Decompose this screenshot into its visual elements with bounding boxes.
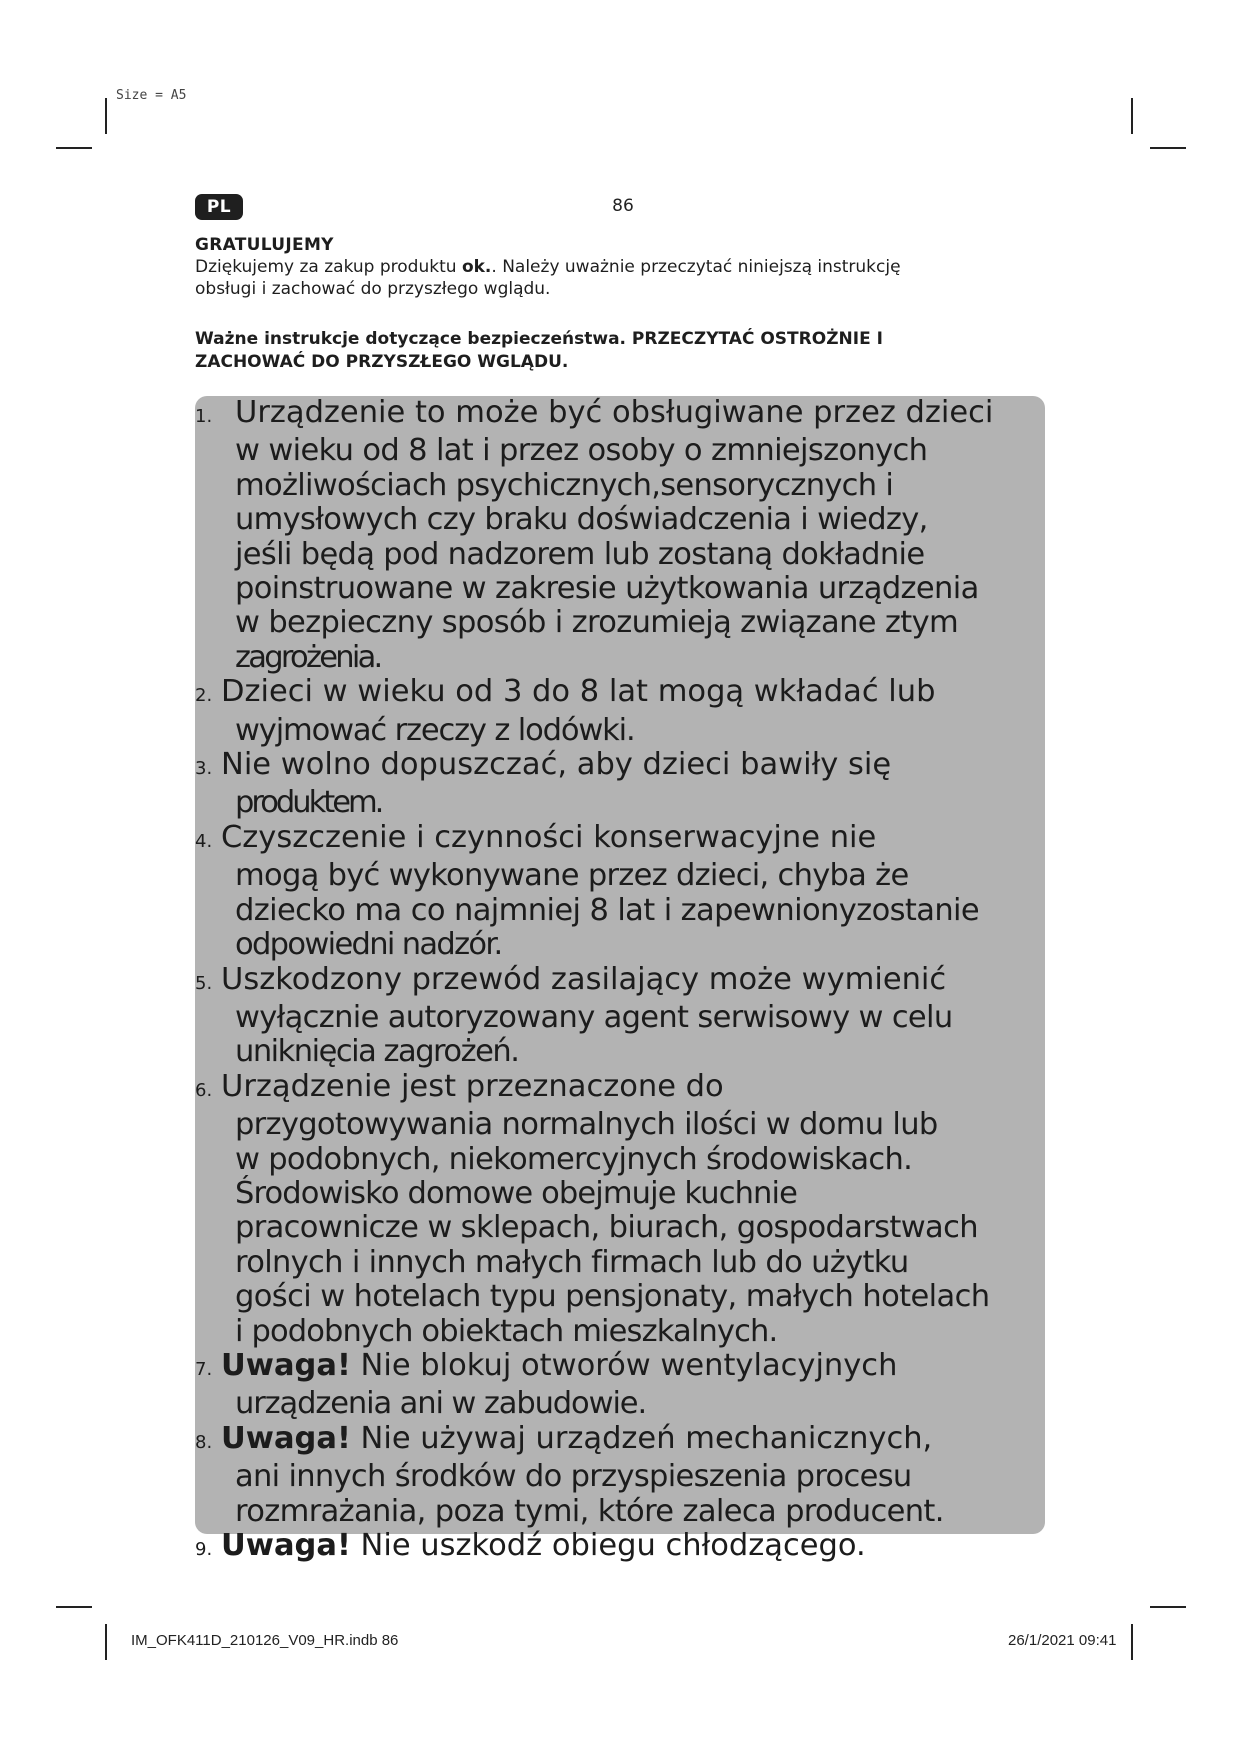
safety-item-first-line xyxy=(195,1348,897,1383)
safety-heading-line: ZACHOWAĆ DO PRZYSZŁEGO WGLĄDU. xyxy=(195,352,569,372)
safety-item-number: 9. xyxy=(195,1539,213,1560)
safety-item-first-line xyxy=(195,674,935,709)
safety-item xyxy=(195,396,1075,675)
safety-item-text: wyjmować rzeczy z lodówki. xyxy=(235,712,635,748)
intro-text: . Należy uważnie przeczytać niniejszą instrukcję xyxy=(491,257,901,277)
safety-item-text: produktem. xyxy=(235,785,382,821)
warning-label: Uwaga! xyxy=(221,1528,351,1563)
safety-item-text: wyłącznie autoryzowany agent serwisowy w celu xyxy=(235,999,953,1035)
safety-item-text: Nie wolno dopuszczać, aby dzieci bawiły się xyxy=(221,747,892,783)
safety-item-text: gości w hotelach typu pensjonaty, małych hotelach xyxy=(235,1279,990,1315)
safety-item-text: Urządzenie to może być obsługiwane przez dzieci xyxy=(235,395,994,430)
crop-mark xyxy=(1150,147,1186,149)
safety-item-text: Urządzenie jest przeznaczone do xyxy=(221,1068,724,1104)
safety-item-number: 4. xyxy=(195,830,213,852)
safety-item-number: 2. xyxy=(195,685,213,707)
safety-heading-line: Ważne instrukcje dotyczące bezpieczeństwa. PRZECZYTAĆ OSTROŻNIE I xyxy=(195,329,883,349)
safety-item-number: 3. xyxy=(195,758,213,780)
safety-item-text: Czyszczenie i czynności konserwacyjne nie xyxy=(221,819,877,855)
safety-item-text: odpowiedni nadzór. xyxy=(235,927,502,963)
safety-item-text: w bezpieczny sposób i zrozumieją związane ztym xyxy=(235,605,959,641)
warning-label: Uwaga! xyxy=(221,1347,351,1383)
footer-date-time: 26/1/2021 09:41 xyxy=(1008,1632,1117,1649)
safety-item-text: dziecko ma co najmniej 8 lat i zapewnionyzostanie xyxy=(235,892,980,928)
safety-item-text: Nie blokuj otworów wentylacyjnych xyxy=(350,1347,898,1383)
safety-item xyxy=(195,1422,1075,1529)
safety-item-text: Nie używaj urządzeń mechanicznych, xyxy=(350,1420,933,1456)
intro-line-1 xyxy=(195,256,1055,278)
safety-item-text: Dzieci w wieku od 3 do 8 lat mogą wkładać lub xyxy=(221,674,936,710)
safety-item-text: poinstruowane w zakresie użytkowania urządzenia xyxy=(235,571,979,607)
safety-item-text: jeśli będą pod nadzorem lub zostaną dokładnie xyxy=(235,536,925,572)
crop-mark xyxy=(1131,98,1133,134)
safety-item-text: mogą być wykonywane przez dzieci, chyba że xyxy=(235,858,909,894)
intro-heading: GRATULUJEMY xyxy=(195,235,334,255)
safety-item-text: Nie uszkodź obiegu chłodzącego. xyxy=(350,1528,866,1563)
safety-item xyxy=(195,1349,1075,1422)
safety-item xyxy=(195,1070,1075,1349)
crop-mark xyxy=(105,1624,107,1660)
intro-text: Dziękujemy za zakup produktu xyxy=(195,257,462,277)
language-badge: PL xyxy=(195,194,243,220)
safety-item-text: urządzenia ani w zabudowie. xyxy=(235,1386,647,1422)
page-number: 86 xyxy=(612,196,634,216)
safety-item-number: 1. xyxy=(195,406,213,427)
intro-section xyxy=(195,234,1055,300)
safety-item-number: 7. xyxy=(195,1358,213,1380)
safety-item-text: zagrożenia. xyxy=(235,639,381,675)
safety-item-text: możliwościach psychicznych,sensorycznych i xyxy=(235,467,894,503)
safety-item-text: pracownicze w sklepach, biurach, gospodarstwach xyxy=(235,1210,978,1246)
safety-item-text: umysłowych czy braku doświadczenia i wiedzy, xyxy=(235,502,928,538)
safety-list xyxy=(195,396,1075,1567)
safety-item-first-line xyxy=(195,1421,932,1456)
crop-mark xyxy=(105,98,107,134)
footer-file-info: IM_OFK411D_210126_V09_HR.indb 86 xyxy=(131,1632,399,1649)
safety-item-number: 6. xyxy=(195,1079,213,1101)
safety-heading xyxy=(195,328,1055,374)
safety-item-first-line xyxy=(195,962,946,997)
safety-item-text: i podobnych obiektach mieszkalnych. xyxy=(235,1313,778,1349)
safety-item xyxy=(195,748,1075,821)
safety-item-text: uniknięcia zagrożeń. xyxy=(235,1034,519,1070)
safety-item-first-line xyxy=(195,820,876,855)
safety-item-first-line xyxy=(195,1069,724,1104)
safety-item-first-line xyxy=(195,395,993,430)
safety-item xyxy=(195,675,1075,748)
safety-item-text: ani innych środków do przyspieszenia procesu xyxy=(235,1459,912,1495)
safety-item-text: w podobnych, niekomercyjnych środowiskach. xyxy=(235,1141,913,1177)
safety-item-text: Środowisko domowe obejmuje kuchnie xyxy=(235,1175,797,1211)
safety-item xyxy=(195,963,1075,1070)
intro-line-2: obsługi i zachować do przyszłego wglądu. xyxy=(195,279,551,299)
safety-item-text: rozmrażania, poza tymi, które zaleca producent. xyxy=(235,1493,944,1529)
safety-item-number: 5. xyxy=(195,972,213,994)
safety-item-text: Uszkodzony przewód zasilający może wymienić xyxy=(221,961,947,997)
safety-item-text: rolnych i innych małych firmach lub do użytku xyxy=(235,1244,909,1280)
crop-mark xyxy=(56,147,92,149)
safety-item-text: w wieku od 8 lat i przez osoby o zmniejszonych xyxy=(235,433,928,469)
safety-item-text: przygotowywania normalnych ilości w domu lub xyxy=(235,1107,938,1143)
safety-item-number: 8. xyxy=(195,1431,213,1453)
brand-name: ok. xyxy=(461,257,492,277)
safety-item-first-line xyxy=(195,1528,866,1563)
safety-item xyxy=(195,821,1075,963)
crop-mark xyxy=(1150,1606,1186,1608)
crop-size-label: Size = A5 xyxy=(116,88,187,103)
safety-item-first-line xyxy=(195,747,891,782)
crop-mark xyxy=(1131,1624,1133,1660)
crop-mark xyxy=(56,1606,92,1608)
safety-item xyxy=(195,1529,1075,1567)
warning-label: Uwaga! xyxy=(221,1420,351,1456)
